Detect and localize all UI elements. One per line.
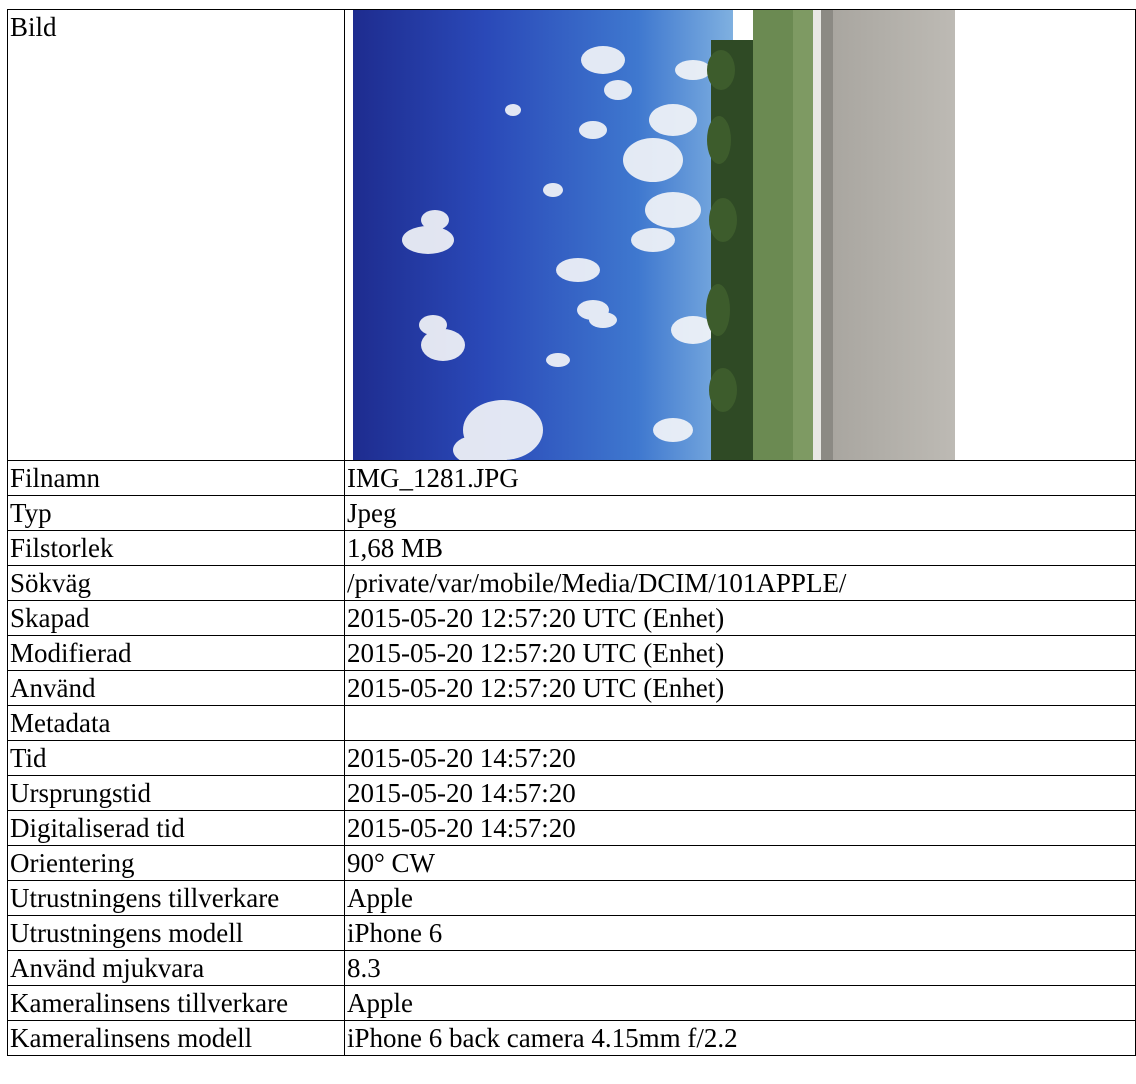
property-row-utrustningens-modell	[8, 916, 1136, 951]
property-value: 2015-05-20 14:57:20	[345, 741, 1136, 776]
image-row	[8, 10, 1136, 461]
property-value: 2015-05-20 12:57:20 UTC (Enhet)	[345, 601, 1136, 636]
property-value: 1,68 MB	[345, 531, 1136, 566]
property-label: Filstorlek	[8, 531, 345, 566]
property-label: Sökväg	[8, 566, 345, 601]
property-value: 2015-05-20 12:57:20 UTC (Enhet)	[345, 636, 1136, 671]
photo-thumbnail	[353, 10, 955, 460]
property-value: 8.3	[345, 951, 1136, 986]
property-label: Kameralinsens tillverkare	[8, 986, 345, 1021]
property-value: Apple	[345, 881, 1136, 916]
property-value: 90° CW	[345, 846, 1136, 881]
property-row-orientering	[8, 846, 1136, 881]
property-value: 2015-05-20 12:57:20 UTC (Enhet)	[345, 671, 1136, 706]
property-label: Metadata	[8, 706, 345, 741]
property-row-tid	[8, 741, 1136, 776]
property-label: Skapad	[8, 601, 345, 636]
property-value: iPhone 6 back camera 4.15mm f/2.2	[345, 1021, 1136, 1056]
property-rows	[8, 461, 1136, 1056]
property-row-modifierad	[8, 636, 1136, 671]
property-value: Apple	[345, 986, 1136, 1021]
property-row-utrustningens-tillverkare	[8, 881, 1136, 916]
property-value: IMG_1281.JPG	[345, 461, 1136, 496]
property-label: Använd	[8, 671, 345, 706]
property-row-anvand-mjukvara	[8, 951, 1136, 986]
image-row-value	[345, 10, 1136, 461]
property-row-ursprungstid	[8, 776, 1136, 811]
property-label: Orientering	[8, 846, 345, 881]
property-label: Utrustningens tillverkare	[8, 881, 345, 916]
property-row-sokvag	[8, 566, 1136, 601]
property-label: Tid	[8, 741, 345, 776]
image-row-label: Bild	[8, 10, 345, 461]
property-label: Filnamn	[8, 461, 345, 496]
property-value: 2015-05-20 14:57:20	[345, 811, 1136, 846]
property-row-filnamn	[8, 461, 1136, 496]
property-row-anvand	[8, 671, 1136, 706]
property-row-digitaliserad-tid	[8, 811, 1136, 846]
property-value: iPhone 6	[345, 916, 1136, 951]
property-value: Jpeg	[345, 496, 1136, 531]
property-label: Modifierad	[8, 636, 345, 671]
property-label: Digitaliserad tid	[8, 811, 345, 846]
property-value	[345, 706, 1136, 741]
property-label: Ursprungstid	[8, 776, 345, 811]
property-row-filstorlek	[8, 531, 1136, 566]
property-value: 2015-05-20 14:57:20	[345, 776, 1136, 811]
property-label: Kameralinsens modell	[8, 1021, 345, 1056]
property-row-metadata	[8, 706, 1136, 741]
property-label: Använd mjukvara	[8, 951, 345, 986]
property-row-skapad	[8, 601, 1136, 636]
property-label: Utrustningens modell	[8, 916, 345, 951]
property-row-kameralinsens-modell	[8, 1021, 1136, 1056]
property-row-kameralinsens-tillverkare	[8, 986, 1136, 1021]
property-value: /private/var/mobile/Media/DCIM/101APPLE/	[345, 566, 1136, 601]
property-row-typ	[8, 496, 1136, 531]
file-properties-table	[7, 9, 1136, 1056]
property-label: Typ	[8, 496, 345, 531]
